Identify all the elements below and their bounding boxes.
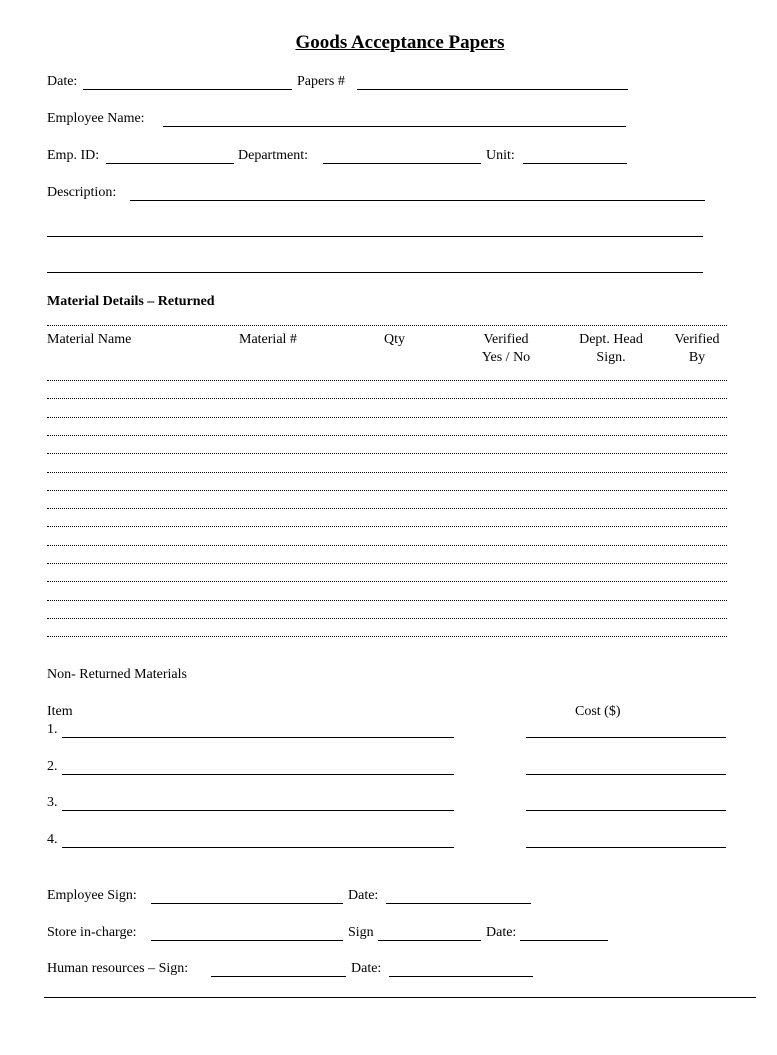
returned-table-row-line[interactable] <box>47 472 727 473</box>
description-field-line-3[interactable] <box>47 272 703 273</box>
description-field-line-1[interactable] <box>130 200 705 201</box>
returned-table-row-line[interactable] <box>47 581 727 582</box>
employee-date-label: Date: <box>348 888 379 903</box>
store-incharge-label: Store in-charge: <box>47 925 137 940</box>
store-sign-field[interactable] <box>378 940 481 941</box>
department-label: Department: <box>238 148 308 163</box>
papers-number-field[interactable] <box>357 89 628 90</box>
non-returned-heading: Non- Returned Materials <box>47 667 187 682</box>
item-column-label: Item <box>47 704 73 719</box>
returned-table-row-line[interactable] <box>47 398 727 399</box>
footer-rule <box>44 997 756 998</box>
employee-sign-field[interactable] <box>151 903 343 904</box>
item-row-2-number: 2. <box>47 759 58 774</box>
returned-table-row-line[interactable] <box>47 526 727 527</box>
returned-table-row-line[interactable] <box>47 618 727 619</box>
item-row-3-number: 3. <box>47 795 58 810</box>
returned-table-row-line[interactable] <box>47 563 727 564</box>
description-field-line-2[interactable] <box>47 236 703 237</box>
item-row-2-field[interactable] <box>62 774 454 775</box>
col-dept-head-line-2: Sign. <box>596 350 626 365</box>
store-date-label: Date: <box>486 925 517 940</box>
returned-table-row-line[interactable] <box>47 453 727 454</box>
employee-name-label: Employee Name: <box>47 111 145 126</box>
cost-row-4-field[interactable] <box>526 847 726 848</box>
col-verified <box>470 332 542 366</box>
papers-number-label: Papers # <box>297 74 345 89</box>
returned-table-top-rule <box>47 325 727 326</box>
store-date-field[interactable] <box>520 940 608 941</box>
hr-sign-label: Human resources – Sign: <box>47 961 189 976</box>
hr-sign-field[interactable] <box>211 976 346 977</box>
emp-id-field[interactable] <box>106 163 234 164</box>
cost-row-3-field[interactable] <box>526 810 726 811</box>
col-verified-by <box>665 332 729 366</box>
emp-id-label: Emp. ID: <box>47 148 100 163</box>
returned-table-row-line[interactable] <box>47 545 727 546</box>
date-field[interactable] <box>83 89 292 90</box>
hr-date-label: Date: <box>351 961 382 976</box>
employee-date-field[interactable] <box>386 903 531 904</box>
returned-table-row-line[interactable] <box>47 600 727 601</box>
department-field[interactable] <box>323 163 481 164</box>
returned-table-row-line[interactable] <box>47 490 727 491</box>
unit-label: Unit: <box>486 148 515 163</box>
page-title: Goods Acceptance Papers <box>295 32 505 53</box>
col-verified-line-2: Yes / No <box>481 350 531 365</box>
item-row-1-field[interactable] <box>62 737 454 738</box>
store-incharge-field[interactable] <box>151 940 343 941</box>
unit-field[interactable] <box>523 163 627 164</box>
col-dept-head-line-1: Dept. Head <box>579 332 643 347</box>
col-verified-line-1: Verified <box>483 332 529 347</box>
col-qty: Qty <box>384 332 405 347</box>
col-verified-by-line-2: By <box>688 350 706 365</box>
employee-name-field[interactable] <box>163 126 626 127</box>
item-row-4-number: 4. <box>47 832 58 847</box>
returned-section-heading: Material Details – Returned <box>47 294 215 309</box>
col-material-name: Material Name <box>47 332 132 347</box>
col-dept-head-sign <box>568 332 654 366</box>
returned-table-row-line[interactable] <box>47 508 727 509</box>
col-verified-by-line-1: Verified <box>674 332 720 347</box>
cost-column-label: Cost ($) <box>575 704 621 719</box>
cost-row-1-field[interactable] <box>526 737 726 738</box>
returned-table-row-line[interactable] <box>47 380 727 381</box>
item-row-3-field[interactable] <box>62 810 454 811</box>
item-row-4-field[interactable] <box>62 847 454 848</box>
col-material-number: Material # <box>239 332 297 347</box>
employee-sign-label: Employee Sign: <box>47 888 137 903</box>
store-sign-label: Sign <box>348 925 374 940</box>
date-label: Date: <box>47 74 78 89</box>
returned-table-row-line[interactable] <box>47 417 727 418</box>
hr-date-field[interactable] <box>389 976 533 977</box>
returned-table-row-line[interactable] <box>47 636 727 637</box>
item-row-1-number: 1. <box>47 722 58 737</box>
description-label: Description: <box>47 185 117 200</box>
cost-row-2-field[interactable] <box>526 774 726 775</box>
returned-table-row-line[interactable] <box>47 435 727 436</box>
